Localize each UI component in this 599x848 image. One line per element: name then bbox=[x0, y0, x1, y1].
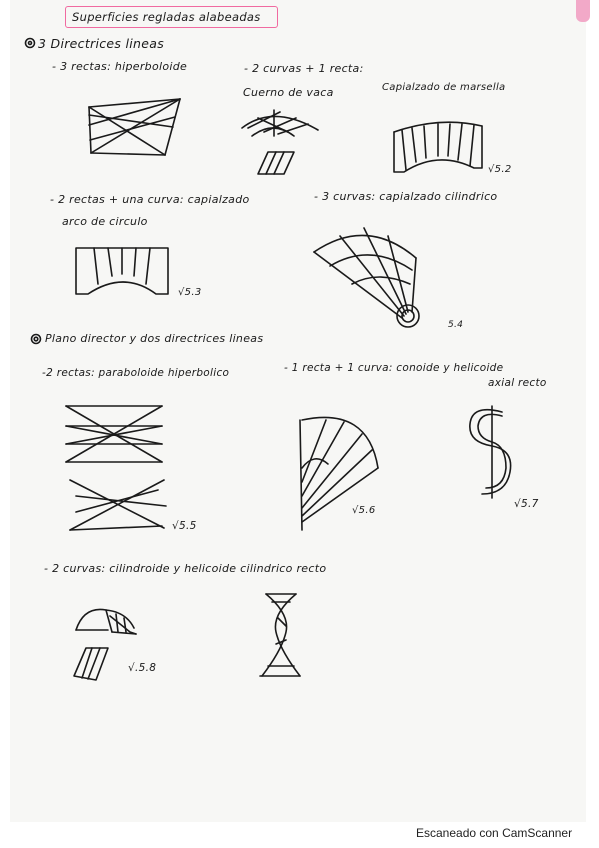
check-mark-5-7: √5.7 bbox=[514, 498, 539, 510]
cuerno-de-vaca-sketch bbox=[238, 106, 323, 176]
section-bullet-icon bbox=[24, 37, 36, 49]
label-cuerno-de-vaca: Cuerno de vaca bbox=[243, 86, 334, 99]
item-2-rectas-paraboloide: -2 rectas: paraboloide hiperbolico bbox=[42, 367, 230, 379]
page-title: Superficies regladas alabeadas bbox=[72, 10, 261, 24]
hiperboloide-sketch bbox=[85, 95, 185, 165]
helicoide-cilindrico-sketch bbox=[256, 590, 306, 682]
item-3-rectas: - 3 rectas: hiperboloide bbox=[52, 60, 188, 73]
check-mark-5-3: √5.3 bbox=[178, 287, 202, 298]
capialzado-marsella-sketch bbox=[390, 118, 490, 178]
label-axial-recto: axial recto bbox=[488, 377, 547, 389]
scanner-watermark: Escaneado con CamScanner bbox=[416, 826, 573, 840]
paraboloide-bottom-sketch bbox=[66, 476, 174, 534]
capialzado-arco-sketch bbox=[72, 244, 172, 299]
check-mark-5-4: 5.4 bbox=[448, 320, 464, 330]
section-b-bullet-icon bbox=[30, 333, 42, 345]
check-mark-5-5: √5.5 bbox=[172, 520, 197, 532]
item-2-rectas-curva: - 2 rectas + una curva: capialzado bbox=[50, 193, 250, 206]
item-2-curvas-recta: - 2 curvas + 1 recta: bbox=[244, 62, 364, 75]
check-mark-5-6: √5.6 bbox=[352, 505, 376, 516]
paraboloide-top-sketch bbox=[62, 402, 170, 466]
item-3-curvas: - 3 curvas: capialzado cilindrico bbox=[314, 190, 498, 203]
helicoide-axial-sketch bbox=[462, 402, 522, 502]
check-mark-5-8: √.5.8 bbox=[128, 662, 157, 674]
label-arco-circulo: arco de circulo bbox=[62, 215, 148, 228]
capialzado-cilindrico-sketch bbox=[312, 222, 437, 334]
section-a-heading: 3 Directrices lineas bbox=[38, 36, 165, 51]
page-edge-mark bbox=[576, 0, 590, 22]
check-mark-5-2: √5.2 bbox=[488, 164, 512, 175]
item-recta-curva: - 1 recta + 1 curva: conoide y helicoide bbox=[284, 362, 504, 374]
item-2-curvas-cilindroide: - 2 curvas: cilindroide y helicoide cilindrico recto bbox=[44, 562, 327, 575]
label-capialzado-marsella: Capialzado de marsella bbox=[382, 82, 506, 93]
section-b-heading: Plano director y dos directrices lineas bbox=[45, 332, 264, 345]
